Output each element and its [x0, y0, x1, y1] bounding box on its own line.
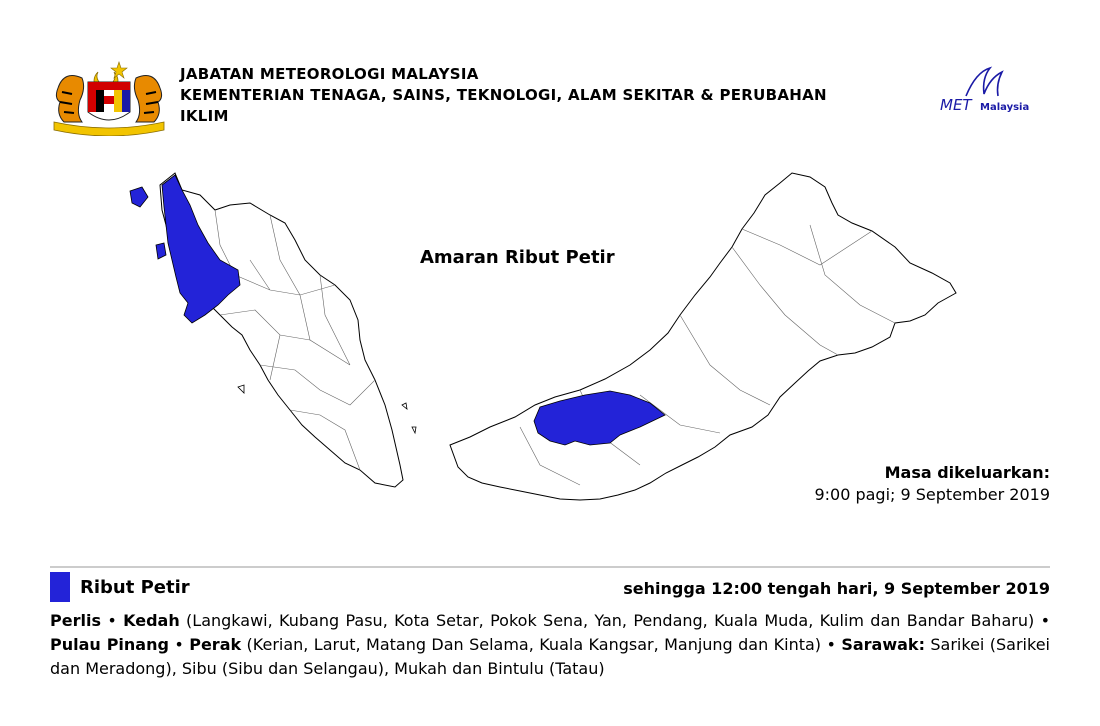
agency-name-line-3: IKLIM	[180, 107, 229, 125]
malaysia-coat-of-arms-icon	[50, 58, 168, 136]
met-malaysia-logo	[936, 66, 1048, 122]
warning-type: Ribut Petir	[80, 577, 190, 598]
area-state: Pulau Pinang	[50, 635, 169, 654]
area-districts: (Langkawi, Kubang Pasu, Kota Setar, Pokok Sena, Yan, Pendang, Kuala Muda, Kulim dan Bandar Baharu)	[186, 611, 1035, 630]
area-separator: •	[174, 635, 184, 654]
area-state: Perak	[189, 635, 242, 654]
area-districts: Sarikei (Sarikei dan Meradong), Sibu (Sibu dan Selangau), Mukah dan Bintulu (Tatau)	[50, 635, 1050, 678]
area-districts: (Kerian, Larut, Matang Dan Selama, Kuala Kangsar, Manjung dan Kinta)	[246, 635, 822, 654]
met-swoosh-icon	[966, 68, 1002, 96]
issued-time: 9:00 pagi; 9 September 2019	[814, 485, 1050, 504]
warning-valid-until: sehingga 12:00 tengah hari, 9 September 2019	[623, 579, 1050, 598]
agency-name-line-2: KEMENTERIAN TENAGA, SAINS, TEKNOLOGI, ALAM SEKITAR & PERUBAHAN	[180, 86, 827, 104]
affected-areas	[50, 609, 1050, 681]
agency-name-line-1: JABATAN METEOROLOGI MALAYSIA	[180, 65, 479, 83]
area-separator: •	[826, 635, 836, 654]
header	[50, 58, 1050, 138]
area-state: Kedah	[123, 611, 180, 630]
warning-legend-swatch	[50, 572, 70, 602]
east-malaysia	[450, 173, 956, 500]
penang-island	[156, 243, 166, 259]
met-logo-subtext: Malaysia	[980, 102, 1030, 113]
issued-time-block	[814, 462, 1050, 506]
area-state: Perlis	[50, 611, 101, 630]
area-state: Sarawak:	[841, 635, 925, 654]
met-logo-text: MET	[940, 96, 972, 114]
area-separator: •	[107, 611, 117, 630]
map-title: Amaran Ribut Petir	[420, 247, 615, 268]
area-separator: •	[1040, 611, 1050, 630]
section-divider	[50, 566, 1050, 568]
agency-name	[180, 64, 940, 127]
issued-label: Masa dikeluarkan:	[884, 463, 1050, 482]
langkawi-island	[130, 187, 148, 207]
